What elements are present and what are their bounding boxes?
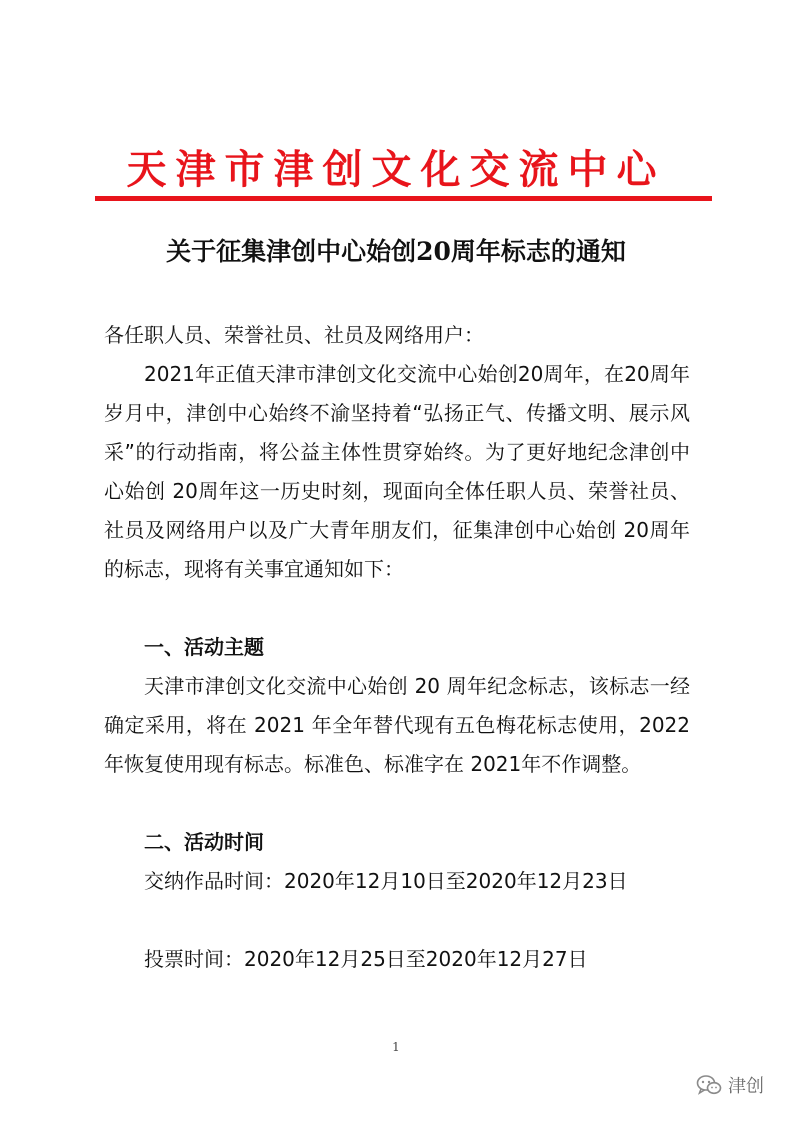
section-heading-time: 二、活动时间: [144, 830, 264, 854]
document-title: 关于征集津创中心始创20周年标志的通知: [166, 237, 626, 266]
intro-paragraph: 2021年正值天津市津创文化交流中心始创20周年，在20周年岁月中，津创中心始终不渝坚持着“弘扬正气、传播文明、展示风采”的行动指南，将公益主体性贯穿始终。为了更好地纪念津创中心始创 20周年这一历史时刻，现面向全体任职人员、荣誉社员、社员及网络用户以及广大青年朋友们，征集津创中心始创 20周年的标志，现将有关事宜通知如下：: [104, 362, 690, 581]
page-number: 1: [392, 1040, 400, 1054]
org-header-title: 天津市津创文化交流中心: [126, 146, 666, 193]
theme-paragraph: 天津市津创文化交流中心始创 20 周年纪念标志，该标志一经确定采用，将在 2021 年全年替代现有五色梅花标志使用，2022 年恢复使用现有标志。标准色、标准字在 2021年不作调整。: [104, 674, 690, 776]
voting-time-text: 投票时间：2020年12月25日至2020年12月27日: [144, 947, 588, 971]
watermark-label: 津创: [728, 1076, 764, 1097]
submission-time-text: 交纳作品时间：2020年12月10日至2020年12月23日: [144, 869, 628, 893]
section-heading-theme: 一、活动主题: [144, 635, 264, 659]
salutation: 各任职人员、荣誉社员、社员及网络用户：: [104, 323, 484, 347]
header-red-rule: [95, 196, 712, 201]
wechat-icon: [696, 1074, 722, 1096]
wechat-watermark: [696, 1072, 764, 1098]
